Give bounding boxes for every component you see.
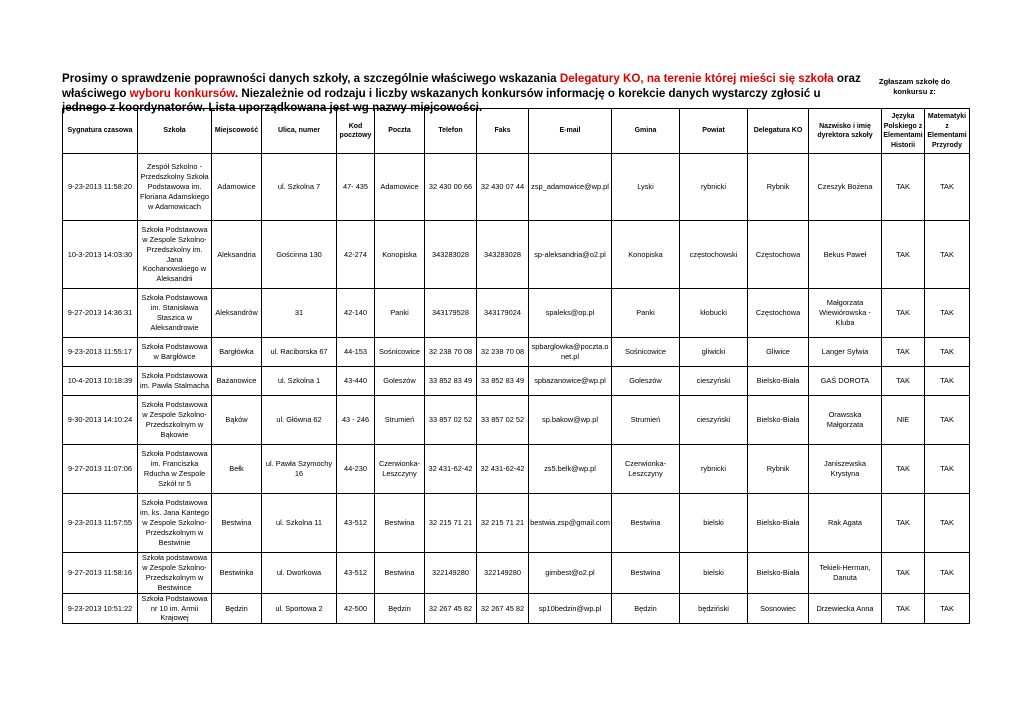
table-cell: sp-aleksandria@o2.pl [529,221,612,289]
instructions-part-3: . Niezależnie od rodzaju i liczby wskazanych konkursów informację o korekcie danych wystarczy zgłosić u jednego z koordynatorów. Lista uporządkowana jest wg nazwy miejcowości. [62,86,821,114]
register-note: Zgłaszam szkołę do konkursu z: [878,77,951,96]
table-cell: Goleszów [612,367,680,396]
header-row [63,109,970,154]
table-cell: Czerwionka-Leszczyny [375,445,425,494]
table-cell: Częstochowa [748,221,809,289]
table-cell: Rybnik [748,445,809,494]
table-cell: Bielsko-Biała [748,553,809,594]
table-cell: 33 852 83 49 [477,367,529,396]
table-cell: będziński [680,593,748,624]
table-cell: 9-27-2013 14:36:31 [63,289,138,338]
table-cell: Czerwionka-Leszczyny [612,445,680,494]
table-cell: Drzewiecka Anna [809,593,882,624]
table-cell: TAK [882,553,925,594]
table-cell: Bargłówka [212,338,262,367]
header-cell: Miejscowość [212,109,262,154]
table-cell: 322149280 [477,553,529,594]
header-cell: Telefon [425,109,477,154]
table-cell: TAK [925,338,970,367]
table-cell: cieszyński [680,367,748,396]
table-cell: Aleksandrów [212,289,262,338]
table-cell: Szkoła podstawowa w Zespole Szkolno-Przedszkolnym w Bestwince [138,553,212,594]
table-cell: Częstochowa [748,289,809,338]
table-cell: spbarglowka@poczta.onet.pl [529,338,612,367]
table-cell: zsp_adamowice@wp.pl [529,154,612,221]
table-cell: 42-500 [337,593,375,624]
table-cell: TAK [925,553,970,594]
table-cell: 32 430 07 44 [477,154,529,221]
table-cell: Rybnik [748,154,809,221]
table-cell: Bielsko-Biała [748,494,809,553]
table-cell: Bażanowice [212,367,262,396]
table-cell: 32 267 45 82 [425,593,477,624]
table-cell: Sośnicowice [375,338,425,367]
table-cell: zs5.belk@wp.pl [529,445,612,494]
header-cell: Delegatura KO [748,109,809,154]
table-cell: 32 238 70 08 [477,338,529,367]
table-cell: Orawsska Małgorzata [809,396,882,445]
table-cell: ul. Raciborska 67 [262,338,337,367]
table-cell: TAK [925,445,970,494]
table-cell: Sośnicowice [612,338,680,367]
header-cell: Języka Polskiego z Elementami Historii [882,109,925,154]
table-cell: ul. Sportowa 2 [262,593,337,624]
table-cell: spbazanowice@wp.pl [529,367,612,396]
header-cell: Gmina [612,109,680,154]
table-cell: 9-27-2013 11:07:06 [63,445,138,494]
header-cell: Powiat [680,109,748,154]
schools-table [62,108,970,624]
table-cell: ul. Szkolna 1 [262,367,337,396]
table-cell: Szkoła Podstawowa im. ks. Jana Kantego w Zespole Szkolno-Przedszkolnym w Bestwinie [138,494,212,553]
table-cell: 343179024 [477,289,529,338]
table-cell: 33 857 02 52 [477,396,529,445]
table-cell: 32 267 45 82 [477,593,529,624]
instructions-part-1: Prosimy o sprawdzenie poprawności danych szkoły, a szczególnie właściwego wskazania [62,72,560,85]
table-cell: 343283028 [425,221,477,289]
table-row [63,221,970,289]
table-row [63,553,970,594]
table-cell: spaleks@op.pl [529,289,612,338]
table-cell: Szkoła Podstawowa w Zespole Szkolno-Przedszkolnym w Bąkowie [138,396,212,445]
table-cell: sp.bakow@wp.pl [529,396,612,445]
table-cell: ul. Dworkowa [262,553,337,594]
table-cell: Sosnowiec [748,593,809,624]
table-cell: Bestwina [612,494,680,553]
table-cell: Będzin [612,593,680,624]
table-cell: kłobucki [680,289,748,338]
table-cell: TAK [925,396,970,445]
table-cell: ul. Szkolna 11 [262,494,337,553]
table-row [63,494,970,553]
table-cell: ul. Pawła Szymochy 16 [262,445,337,494]
table-cell: 42-140 [337,289,375,338]
table-cell: TAK [882,593,925,624]
header-cell: Faks [477,109,529,154]
table-cell: Gościnna 130 [262,221,337,289]
table-cell: TAK [882,221,925,289]
table-cell: Szkoła Podstawowa w Bargłówce [138,338,212,367]
table-cell: Będzin [375,593,425,624]
table-cell: Szkoła Podstawowa w Zespole Szkolno-Przedszkolny im. Jana Kochanowskiego w Aleksandrii [138,221,212,289]
table-cell: ul. Szkolna 7 [262,154,337,221]
table-cell: Janiszewska Krystyna [809,445,882,494]
table-cell: 32 431-62-42 [477,445,529,494]
table-cell: 9-23-2013 10:51:22 [63,593,138,624]
table-cell: 32 431-62-42 [425,445,477,494]
table-row [63,367,970,396]
header-cell: E-mail [529,109,612,154]
table-cell: 47- 435 [337,154,375,221]
table-cell: 343283028 [477,221,529,289]
table-cell: 43-512 [337,494,375,553]
header-cell: Matematyki z Elementami Przyrody [925,109,970,154]
table-cell: 42-274 [337,221,375,289]
table-cell: 10-4-2013 10:18:39 [63,367,138,396]
table-cell: cieszyński [680,396,748,445]
table-cell: Panki [612,289,680,338]
table-cell: Adamowice [212,154,262,221]
table-cell: gliwicki [680,338,748,367]
table-row [63,154,970,221]
header-cell: Ulica, numer [262,109,337,154]
table-cell: Bestwina [612,553,680,594]
table-cell: 32 215 71 21 [425,494,477,553]
table-cell: 44-153 [337,338,375,367]
table-cell: 10-3-2013 14:03:30 [63,221,138,289]
table-body [63,154,970,624]
table-cell: 9-30-2013 14:10:24 [63,396,138,445]
table-cell: Gliwice [748,338,809,367]
table-cell: 32 238 70 08 [425,338,477,367]
table-cell: NIE [882,396,925,445]
instructions-konkursy-highlight: wyboru konkursów [129,86,235,100]
table-cell: Strumień [375,396,425,445]
table-cell: Będzin [212,593,262,624]
table-cell: TAK [925,221,970,289]
table-cell: Bielsko-Biała [748,367,809,396]
table-cell: Szkoła Podstawowa im. Stanisława Staszica w Aleksandrowie [138,289,212,338]
table-cell: 9-23-2013 11:55:17 [63,338,138,367]
table-cell: 44-230 [337,445,375,494]
table-cell: TAK [925,494,970,553]
table-cell: Małgorzata Wiewiórowska - Kluba [809,289,882,338]
table-cell: gimbest@o2.pl [529,553,612,594]
table-cell: 322149280 [425,553,477,594]
table-cell: TAK [882,494,925,553]
table-cell: Strumień [612,396,680,445]
table-cell: Szkoła Podstawowa im. Franciszka Rducha w Zespole Szkół nr 5 [138,445,212,494]
table-row [63,338,970,367]
table-cell: TAK [925,593,970,624]
table-header [63,109,970,154]
table-cell: Bąków [212,396,262,445]
table-cell: Bielsko-Biała [748,396,809,445]
table-row [63,593,970,624]
table-cell: Bestwina [212,494,262,553]
header-cell: Poczta [375,109,425,154]
table-cell: TAK [882,289,925,338]
table-cell: 43-512 [337,553,375,594]
table-cell: Aleksandria [212,221,262,289]
table-cell: Konopiska [375,221,425,289]
instructions-delegatura-highlight: Delegatury KO, na terenie której mieści się szkoła [559,72,834,85]
table-cell: 31 [262,289,337,338]
table-cell: Rak Agata [809,494,882,553]
table-cell: TAK [882,445,925,494]
table-cell: Adamowice [375,154,425,221]
table-cell: 32 430 00 66 [425,154,477,221]
table-row [63,289,970,338]
table-cell: Bekus Paweł [809,221,882,289]
table-cell: bielski [680,494,748,553]
table-cell: Langer Sylwia [809,338,882,367]
table-cell: TAK [882,154,925,221]
table-cell: TAK [925,367,970,396]
table-cell: Bestwinka [212,553,262,594]
table-cell: Bełk [212,445,262,494]
header-cell: Sygnatura czasowa [63,109,138,154]
table-cell: Panki [375,289,425,338]
table-cell: bestwia.zsp@gmail.com [529,494,612,553]
header-cell: Szkoła [138,109,212,154]
table-cell: 33 852 83 49 [425,367,477,396]
table-cell: 9-23-2013 11:57:55 [63,494,138,553]
table-cell: 33 857 02 52 [425,396,477,445]
table-cell: GAŚ DOROTA [809,367,882,396]
table-cell: TAK [882,367,925,396]
header-cell: Nazwisko i imię dyrektora szkoły [809,109,882,154]
table-cell: Szkoła Podstawowa nr 10 im. Armii Krajowej [138,593,212,624]
table-cell: 9-23-2013 11:58:20 [63,154,138,221]
table-cell: 43-440 [337,367,375,396]
table-cell: częstochowski [680,221,748,289]
table-cell: Goleszów [375,367,425,396]
table-row [63,396,970,445]
table-cell: Bestwina [375,494,425,553]
instructions-part-2: oraz właściwego [62,72,861,100]
table-row [63,445,970,494]
table-cell: TAK [882,338,925,367]
table-cell: Czeszyk Bożena [809,154,882,221]
table-cell: Tekieli-Herman, Danuta [809,553,882,594]
table-cell: rybnicki [680,154,748,221]
table-cell: Szkoła Podstawowa im. Pawła Stalmacha [138,367,212,396]
table-cell: 32 215 71 21 [477,494,529,553]
header-cell: Kod pocztowy [337,109,375,154]
table-cell: 343179528 [425,289,477,338]
table-cell: Lyski [612,154,680,221]
table-cell: ul. Główna 62 [262,396,337,445]
table-cell: Konopiska [612,221,680,289]
table-cell: Zespół Szkolno - Przedszkolny Szkoła Podstawowa im. Floriana Adamskiego w Adamowicach [138,154,212,221]
table-cell: bielski [680,553,748,594]
table-cell: TAK [925,289,970,338]
table-cell: 9-27-2013 11:58:16 [63,553,138,594]
table-cell: 43 - 246 [337,396,375,445]
table-cell: sp10bedzin@wp.pl [529,593,612,624]
table-cell: rybnicki [680,445,748,494]
table-cell: Bestwina [375,553,425,594]
table-cell: TAK [925,154,970,221]
